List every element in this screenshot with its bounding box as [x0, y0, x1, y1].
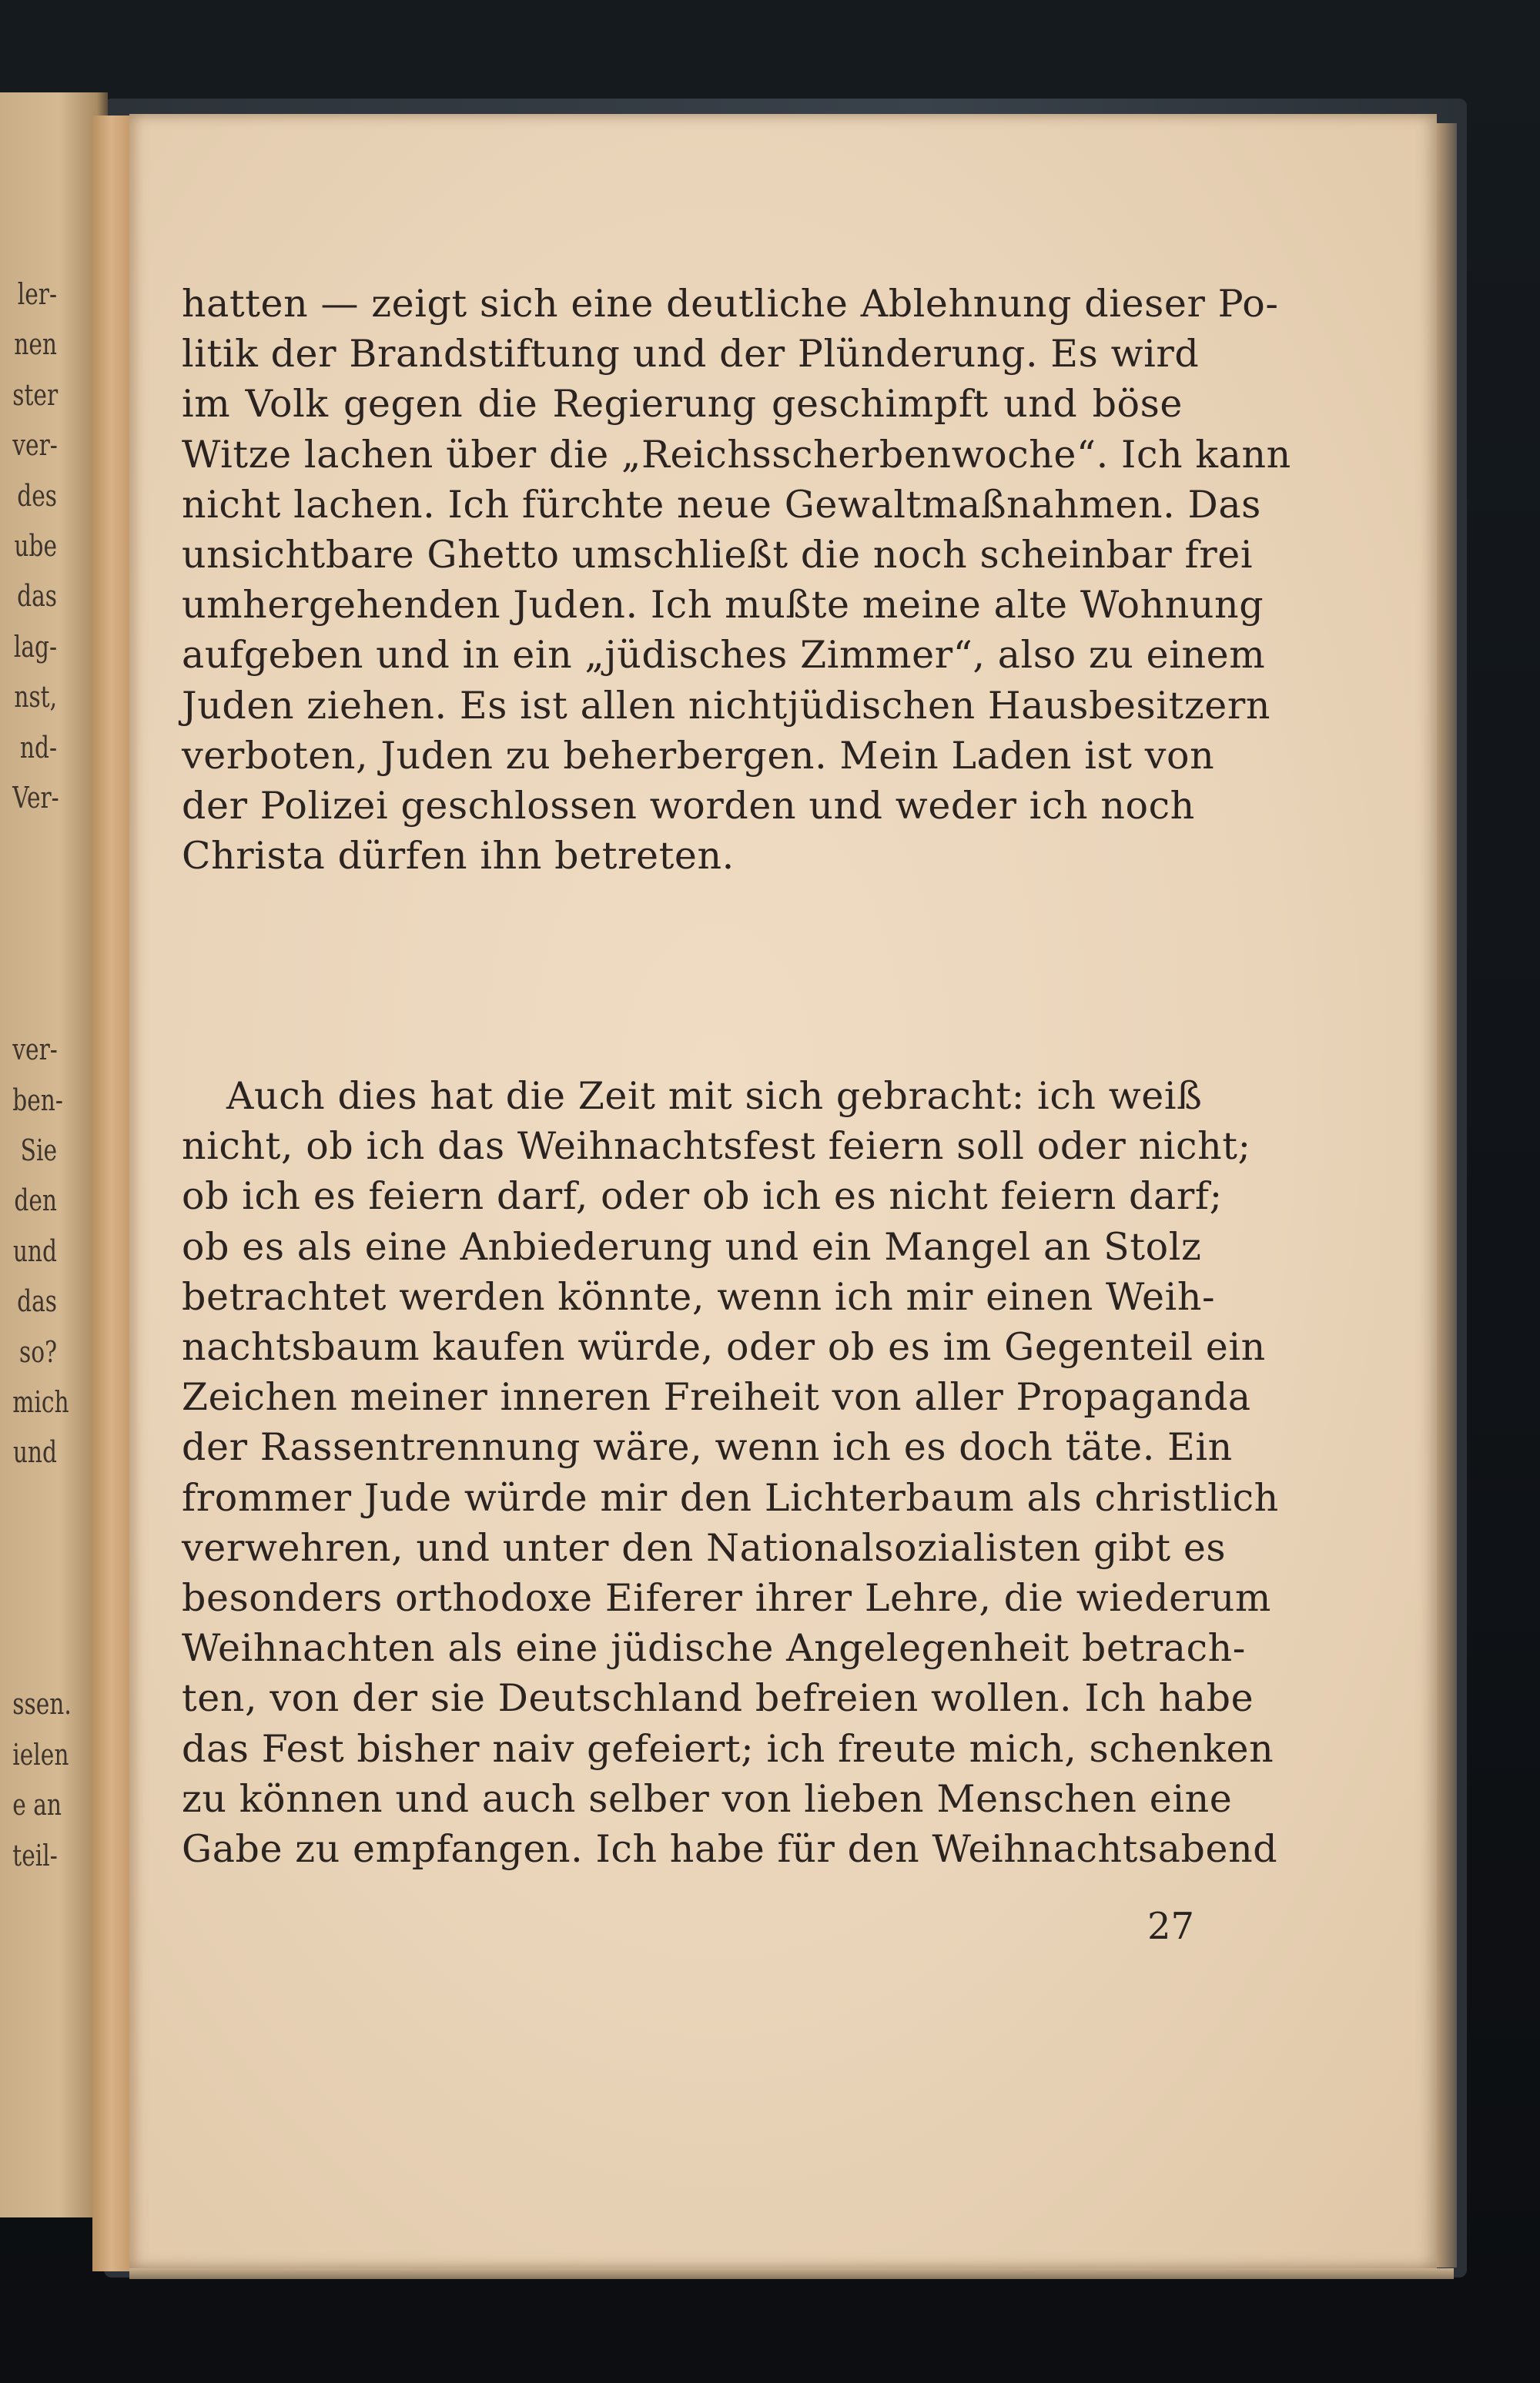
- left-page-fragment: [12, 975, 57, 1025]
- left-page-fragment: ssen.: [12, 1687, 72, 1722]
- left-page-fragment: ster: [12, 377, 59, 412]
- page-edge: [1437, 123, 1457, 2268]
- left-page-fragment: und: [12, 1233, 57, 1268]
- left-page-fragment: mich: [12, 1384, 69, 1419]
- left-page-fragment: [12, 874, 57, 924]
- text-line: Christa dürfen ihn betreten.: [182, 834, 735, 879]
- left-page-fragment: das: [17, 579, 57, 614]
- page-number: 27: [1147, 1905, 1195, 1948]
- left-page-fragment: ver-: [12, 428, 58, 463]
- left-page-fragment: ube: [14, 529, 57, 564]
- paragraph-2: [182, 1071, 1279, 1874]
- text-line: frommer Jude würde mir den Lichterbaum als christlich: [182, 1475, 1279, 1520]
- text-line: nicht lachen. Ich fürchte neue Gewaltmaßnahmen. Das: [182, 482, 1261, 527]
- text-line: Auch dies hat die Zeit mit sich gebracht: ich weiß: [226, 1074, 1203, 1118]
- text-line: betrachtet werden könnte, wenn ich mir einen Weih-: [182, 1274, 1216, 1319]
- left-page-fragment: [12, 924, 57, 974]
- text-line: ob ich es feiern darf, oder ob ich es nicht feiern darf;: [182, 1174, 1223, 1219]
- text-line: im Volk gegen die Regierung geschimpft und böse: [182, 382, 1183, 427]
- left-page-fragment: nd-: [19, 730, 57, 765]
- text-line: nachtsbaum kaufen würde, oder ob es im Gegenteil ein: [182, 1325, 1266, 1370]
- left-page-fragment: teil-: [12, 1838, 58, 1873]
- text-line: das Fest bisher naiv gefeiert; ich freute mich, schenken: [182, 1726, 1274, 1771]
- text-line: Witze lachen über die „Reichsscherbenwoche“. Ich kann: [182, 432, 1291, 477]
- left-page-fragment: [12, 823, 57, 873]
- left-page-fragment: das: [17, 1284, 57, 1319]
- text-line: ob es als eine Anbiederung und ein Mangel an Stolz: [182, 1224, 1202, 1269]
- left-page-fragment: ver-: [12, 1033, 58, 1067]
- text-line: Weihnachten als eine jüdische Angelegenheit betrach-: [182, 1626, 1246, 1671]
- text-line: zu können und auch selber von lieben Menschen eine: [182, 1776, 1233, 1821]
- left-page-fragment: ler-: [17, 277, 57, 311]
- left-page-fragment: Sie: [20, 1133, 57, 1167]
- left-page-fragment: [12, 1629, 57, 1679]
- left-page: [0, 92, 108, 2217]
- text-line: hatten — zeigt sich eine deutliche Ablehnung dieser Po-: [182, 282, 1279, 326]
- text-line: litik der Brandstiftung und der Plünderung. Es wird: [182, 332, 1200, 377]
- text-line: nicht, ob ich das Weihnachtsfest feiern soll oder nicht;: [182, 1124, 1251, 1169]
- left-page-fragment: [12, 1579, 57, 1629]
- text-line: verwehren, und unter den Nationalsozialisten gibt es: [182, 1525, 1227, 1570]
- text-line: der Polizei geschlossen worden und weder ich noch: [182, 784, 1195, 828]
- left-page-fragment: nen: [14, 327, 57, 362]
- paragraph-1: [182, 279, 1291, 881]
- left-page-fragment: lag-: [13, 629, 58, 664]
- left-page-fragment: [12, 1528, 57, 1578]
- left-page-fragment: des: [17, 478, 57, 513]
- left-page-text-fragments: [12, 269, 72, 1881]
- text-line: Juden ziehen. Es ist allen nichtjüdischen Hausbesitzern: [182, 683, 1271, 728]
- left-page-fragment: so?: [19, 1334, 57, 1369]
- left-page-fragment: ielen: [12, 1737, 69, 1772]
- text-line: ten, von der sie Deutschland befreien wollen. Ich habe: [182, 1676, 1254, 1721]
- text-line: Zeichen meiner inneren Freiheit von aller Propaganda: [182, 1375, 1251, 1420]
- text-line: aufgeben und in ein „jüdisches Zimmer“, also zu einem: [182, 633, 1266, 678]
- text-line: unsichtbare Ghetto umschließt die noch scheinbar frei: [182, 533, 1254, 577]
- left-page-fragment: Ver-: [12, 781, 59, 815]
- page-bottom-edge: [129, 2268, 1454, 2279]
- text-line: der Rassentrennung wäre, wenn ich es doch täte. Ein: [182, 1425, 1233, 1470]
- text-line: besonders orthodoxe Eiferer ihrer Lehre, die wiederum: [182, 1576, 1271, 1621]
- left-page-fragment: [12, 1478, 57, 1528]
- left-page-fragment: nst,: [14, 680, 57, 715]
- left-page-fragment: den: [14, 1183, 57, 1218]
- text-line: verboten, Juden zu beherbergen. Mein Laden ist von: [182, 733, 1215, 778]
- text-line: Gabe zu empfangen. Ich habe für den Weihnachtsabend: [182, 1827, 1278, 1872]
- left-page-fragment: ben-: [12, 1083, 63, 1117]
- left-page-fragment: e an: [12, 1788, 62, 1822]
- left-page-fragment: und: [12, 1435, 57, 1470]
- text-line: umhergehenden Juden. Ich mußte meine alte Wohnung: [182, 583, 1264, 628]
